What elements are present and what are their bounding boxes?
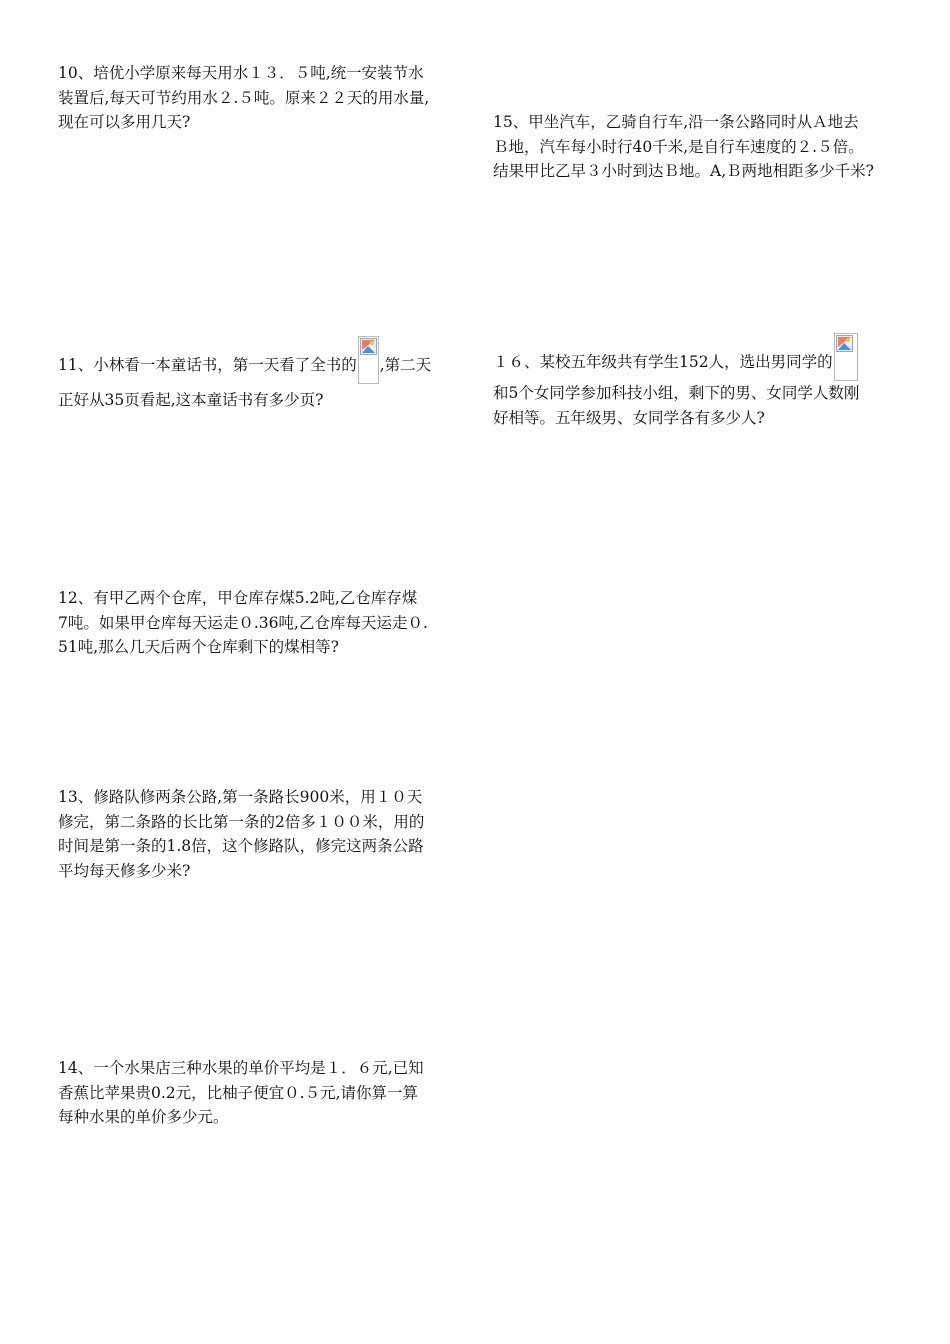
problem-15-line-1: 15、甲坐汽车，乙骑自行车,沿一条公路同时从Ａ地去 (493, 113, 859, 131)
problem-12-line-1: 12、有甲乙两个仓库，甲仓库存煤5.2吨,乙仓库存煤 (58, 589, 418, 607)
problem-11-text-before: 11、小林看一本童话书，第一天看了全书的 (58, 356, 357, 374)
problem-14-line-2: 香蕉比苹果贵0.2元，比柚子便宜０.５元,请你算一算 (58, 1083, 419, 1102)
problem-11-line-2: 正好从35页看起,这本童话书有多少页? (58, 391, 324, 409)
problem-13-line-3: 时间是第一条的1.8倍，这个修路队，修完这两条公路 (58, 837, 424, 855)
missing-fraction-image-icon (834, 333, 858, 381)
problem-12-line-3: 51吨,那么几天后两个仓库剩下的煤相等? (58, 638, 339, 656)
problem-12-line-2: 7吨。如果甲仓库每天运走０.36吨,乙仓库每天运走０. (58, 613, 428, 632)
problem-10-line-3: 现在可以多用几天? (58, 113, 191, 131)
problem-11-text-after: ,第二天 (379, 356, 432, 374)
problem-16 (493, 333, 859, 430)
problem-16-line-1 (493, 333, 859, 385)
problem-16-text-before: １６、某校五年级共有学生152人，选出男同学的 (493, 353, 833, 371)
problem-10-line-1: 10、培优小学原来每天用水１３．５吨,统一安装节水 (58, 64, 424, 82)
problem-11-line-1 (58, 336, 431, 388)
problem-16-line-3: 好相等。五年级男、女同学各有多少人? (493, 408, 765, 427)
problem-13 (58, 785, 424, 883)
missing-fraction-image-icon (358, 336, 379, 384)
problem-13-line-2: 修完，第二条路的长比第一条的2倍多１００米，用的 (58, 812, 425, 831)
problem-14 (58, 1056, 424, 1130)
problem-15-line-3: 结果甲比乙早３小时到达Ｂ地。A,Ｂ两地相距多少千米? (493, 162, 874, 180)
problem-12 (58, 586, 428, 660)
problem-14-line-1: 14、一个水果店三种水果的单价平均是１．６元,已知 (58, 1059, 424, 1077)
problem-14-line-3: 每种水果的单价多少元。 (58, 1108, 229, 1126)
problem-11 (58, 336, 431, 413)
problem-15-line-2: Ｂ地，汽车每小时行40千米,是自行车速度的２.５倍。 (493, 137, 864, 156)
problem-13-line-4: 平均每天修多少米? (58, 861, 191, 880)
problem-10 (58, 61, 429, 135)
problem-10-line-2: 装置后,每天可节约用水２.５吨。原来２２天的用水量, (58, 88, 430, 107)
problem-13-line-1: 13、修路队修两条公路,第一条路长900米，用１０天 (58, 788, 423, 806)
problem-16-line-2: 和5个女同学参加科技小组，剩下的男、女同学人数刚 (493, 384, 860, 402)
problem-15 (493, 110, 874, 184)
